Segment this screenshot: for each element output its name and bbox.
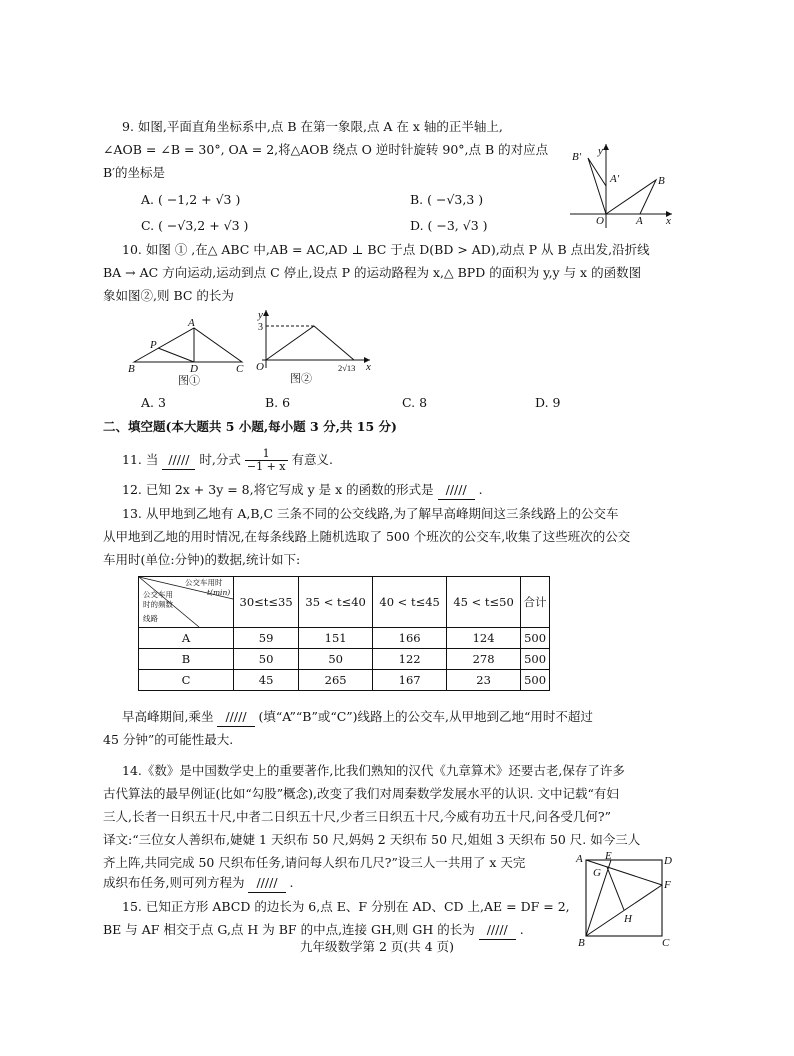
q13-corner-mid1: 公交车用 — [143, 590, 173, 599]
q13-row-b-val-3: 122 — [373, 649, 447, 670]
q10-fig1-label-a: A — [188, 317, 195, 329]
q13-row-c-total: 500 — [521, 670, 550, 691]
q13-row-a-val-1: 59 — [234, 628, 299, 649]
q11-pre: 11. 当 — [122, 452, 159, 467]
q9-option-d: D. ( −3, √3 ) — [410, 218, 488, 233]
q13-row-a-val-4: 124 — [447, 628, 521, 649]
q13-corner-bottom: 线路 — [143, 614, 158, 623]
q10-fig1-label-d: D — [190, 363, 198, 375]
q9-label-a-prime: A′ — [610, 173, 620, 185]
q10-fig1-label-c: C — [236, 363, 244, 375]
q13-row-b-val-4: 278 — [447, 649, 521, 670]
q9-option-c: C. ( −√3,2 + √3 ) — [141, 218, 249, 233]
q13-row-b-total: 500 — [521, 649, 550, 670]
q15-line2-pre: BE 与 AF 相交于点 G,点 H 为 BF 的中点,连接 GH,则 GH 的长为 — [103, 922, 475, 937]
q9-label-b-prime: B′ — [572, 151, 582, 163]
q10-line-3: 象如图②,则 BC 的长为 — [103, 288, 234, 303]
q14-last-pre: 成织布任务,则可列方程为 — [103, 875, 245, 890]
q10-fig2-caption: 图② — [290, 373, 312, 385]
page-footer: 九年级数学第 2 页(共 4 页) — [300, 939, 455, 954]
q10-figure-2 — [252, 308, 378, 386]
q11-fraction-num: 1 — [245, 448, 288, 461]
q13-row-a-val-2: 151 — [299, 628, 373, 649]
q11-fraction-den: −1 + x — [246, 460, 286, 473]
q15-label-g: G — [593, 867, 601, 879]
q10-line-1: 10. 如图 ① ,在△ ABC 中,AB = AC,AD ⊥ BC 于点 D(BD > AD),动点 P 从 B 点出发,沿折线 — [122, 242, 650, 257]
q13-after-post: (填“A”“B”或“C”)线路上的公交车,从甲地到乙地“用时不超过 — [258, 709, 593, 724]
q10-fig2-label-y: y — [258, 309, 263, 321]
q13-after-pre: 早高峰期间,乘坐 — [122, 709, 214, 724]
q10-fig1-label-b: B — [128, 363, 135, 375]
q9-label-o: O — [596, 215, 604, 227]
q15-line-1: 15. 已知正方形 ABCD 的边长为 6,点 E、F 分别在 AD、CD 上,AE = DF = 2, — [122, 899, 570, 914]
q13-row-c-val-2: 265 — [299, 670, 373, 691]
q14-line-4: 译文:“三位女人善织布,婕婕 1 天织布 50 尺,妈妈 2 天织布 50 尺,姐姐 3 天织布 50 尺. 如今三人 — [103, 832, 641, 847]
q13-table-corner-cell — [139, 577, 234, 628]
q10-option-d: D. 9 — [535, 395, 561, 410]
q15-label-d: D — [664, 855, 672, 867]
q9-label-a: A — [636, 215, 643, 227]
q10-line-2: BA → AC 方向运动,运动到点 C 停止,设点 P 的运动路程为 x,△ BPD 的面积为 y,y 与 x 的函数图 — [103, 265, 642, 280]
q13-header-total: 合计 — [521, 577, 550, 628]
q13-row-c-val-4: 23 — [447, 670, 521, 691]
table-row — [139, 649, 550, 670]
q15-label-h: H — [624, 913, 632, 925]
q13-row-b-val-1: 50 — [234, 649, 299, 670]
q13-row-b-val-2: 50 — [299, 649, 373, 670]
q13-row-c-val-3: 167 — [373, 670, 447, 691]
q9-option-a: A. ( −1,2 + √3 ) — [141, 192, 241, 207]
q15-line2-post: . — [519, 922, 524, 937]
q13-corner-top: 公交车用时 — [185, 578, 223, 587]
q10-fig2-label-o: O — [256, 361, 264, 373]
q14-last-post: . — [289, 875, 294, 890]
q10-fig1-label-p: P — [150, 339, 157, 351]
q10-figure-1 — [128, 314, 250, 386]
q13-row-a-val-3: 166 — [373, 628, 447, 649]
q13-after-line-1 — [122, 708, 593, 727]
q10-option-c: C. 8 — [402, 395, 428, 410]
q13-corner-mid2: 时的频数 — [143, 600, 173, 609]
q13-header-4: 45 < t≤50 — [447, 577, 521, 628]
q13-frequency-table — [138, 576, 550, 691]
q10-option-b: B. 6 — [265, 395, 291, 410]
q13-row-c-route: C — [139, 670, 234, 691]
table-row — [139, 628, 550, 649]
q9-figure — [568, 140, 678, 230]
q13-row-c-val-1: 45 — [234, 670, 299, 691]
q13-header-3: 40 < t≤45 — [373, 577, 447, 628]
q13-line-1: 13. 从甲地到乙地有 A,B,C 三条不同的公交线路,为了解早高峰期间这三条线路上的公交车 — [122, 506, 619, 521]
q13-header-1: 30≤t≤35 — [234, 577, 299, 628]
q15-label-b: B — [578, 937, 585, 949]
q11-post: 有意义. — [291, 452, 333, 467]
q13-blank: ///// — [217, 708, 254, 727]
q13-line-2: 从甲地到乙地的用时情况,在每条线路上随机选取了 500 个班次的公交车,收集了这些班次的公交 — [103, 529, 631, 544]
section-2-heading: 二、填空题(本大题共 5 小题,每小题 3 分,共 15 分) — [103, 419, 397, 434]
q9-label-x: x — [666, 215, 671, 227]
q9-label-y: y — [598, 145, 603, 157]
q13-after-line-2: 45 分钟”的可能性最大. — [103, 732, 234, 747]
q12-post: . — [478, 482, 483, 497]
q14-blank: ///// — [248, 874, 285, 893]
q9-line-1: 9. 如图,平面直角坐标系中,点 B 在第一象限,点 A 在 x 轴的正半轴上, — [122, 119, 503, 134]
q12-blank: ///// — [438, 481, 475, 500]
q14-line-6 — [103, 874, 294, 893]
q13-corner-unit: t(min) — [207, 588, 231, 597]
q10-option-a: A. 3 — [141, 395, 166, 410]
q9-label-b: B — [658, 175, 665, 187]
q15-label-a: A — [576, 853, 583, 865]
q15-label-e: E — [605, 850, 612, 862]
q12-pre: 12. 已知 2x + 3y = 8,将它写成 y 是 x 的函数的形式是 — [122, 482, 434, 497]
q14-line-2: 古代算法的最早例证(比如“勾股”概念),改变了我们对周秦数学发展水平的认识. 文中记载“有妇 — [103, 786, 619, 801]
q14-line-5: 齐上阵,共同完成 50 尺织布任务,请问每人织布几尺?”设三人一共用了 x 天完 — [103, 855, 526, 870]
q15-label-f: F — [664, 879, 671, 891]
q9-line-2: ∠AOB = ∠B = 30°, OA = 2,将△AOB 绕点 O 逆时针旋转 90°,点 B 的对应点 — [103, 142, 549, 157]
q15-figure — [576, 850, 680, 949]
q14-line-1: 14.《数》是中国数学史上的重要著作,比我们熟知的汉代《九章算术》还要古老,保存了许多 — [122, 763, 625, 778]
q13-row-a-route: A — [139, 628, 234, 649]
q15-blank: ///// — [479, 921, 516, 940]
q9-line-3: B′的坐标是 — [103, 165, 166, 180]
q14-line-3: 三人,长者一日织五十尺,中者二日织五十尺,少者三日织五十尺,今威有功五十尺,问各受几何?” — [103, 809, 611, 824]
q13-line-3: 车用时(单位:分钟)的数据,统计如下: — [103, 552, 301, 567]
q10-fig1-caption: 图① — [178, 375, 200, 387]
q11-line — [122, 448, 333, 473]
q10-fig2-label-x: x — [366, 361, 371, 373]
q10-fig2-label-3: 3 — [258, 322, 263, 333]
q9-option-b: B. ( −√3,3 ) — [410, 192, 484, 207]
q13-row-a-total: 500 — [521, 628, 550, 649]
q12-line — [122, 481, 483, 500]
q10-fig2-label-end: 2√13 — [338, 363, 356, 373]
q13-row-b-route: B — [139, 649, 234, 670]
q11-mid: 时,分式 — [199, 452, 241, 467]
q15-label-c: C — [662, 937, 670, 949]
table-row — [139, 670, 550, 691]
q11-blank: ///// — [162, 451, 195, 470]
q13-header-2: 35 < t≤40 — [299, 577, 373, 628]
